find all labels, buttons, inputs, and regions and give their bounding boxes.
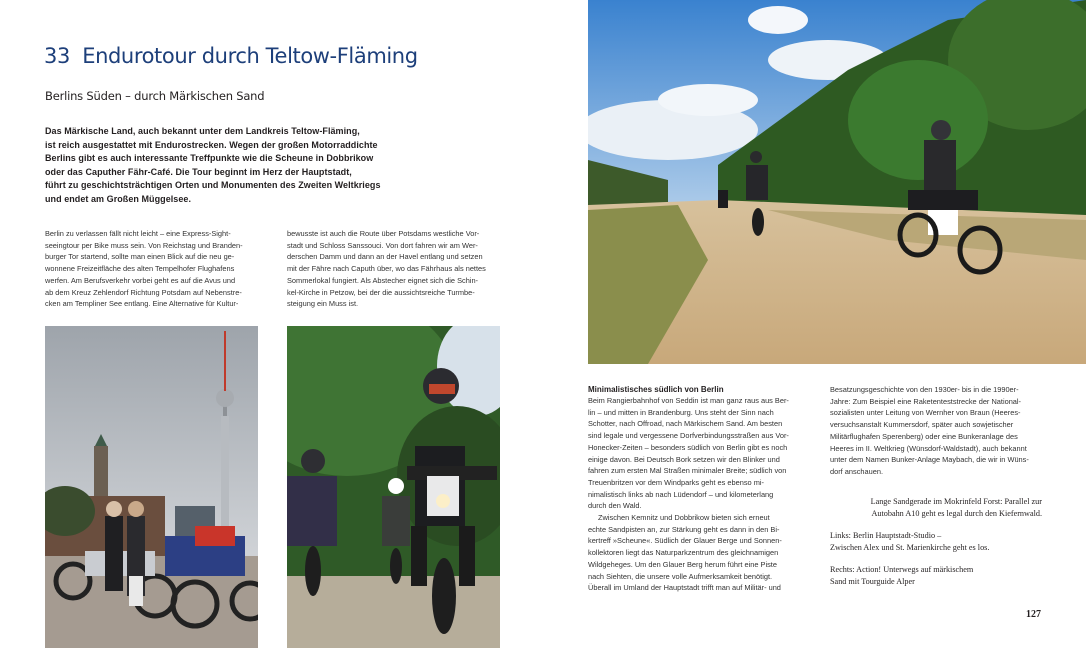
body-line: nach Siehten, die unsere volle Aufmerksamkeit benötigt. <box>588 571 773 581</box>
body-line: steigung ein Muss ist. <box>287 299 359 309</box>
body-line: sozialisten unter Leitung von Wernher von Braun (Heeres- <box>830 408 1021 418</box>
caption-sand-photo <box>871 496 1042 520</box>
caption-line: Zwischen Alex und St. Marienkirche geht es los. <box>830 543 990 552</box>
photo-berlin-tv-tower <box>45 326 258 648</box>
body-line: werfen. Am Berufsverkehr vorbei geht es auf die Avus und <box>45 275 236 285</box>
body-line: Honecker-Zeiten – besonders südlich von Berlin gibt es noch <box>588 442 788 452</box>
body-line: Heeres im II. Weltkrieg (Wünsdorf-Waldstadt), auch bekannt <box>830 443 1027 453</box>
body-line: Besatzungsgeschichte von den 1930er- bis in die 1990er- <box>830 385 1019 394</box>
body-line: Berlin zu verlassen fällt nicht leicht – eine Express-Sight- <box>45 229 231 238</box>
body-line: dorf anschauen. <box>830 466 884 476</box>
body-line: Wildgeheges. Um den Glauer Berg herum führt eine Piste <box>588 559 777 569</box>
body-line: durch den Wald. <box>588 501 642 511</box>
body-line: kertreff »Scheune«. Südlich der Glauer Berge und Sonnen- <box>588 536 782 546</box>
info-box-column <box>588 395 813 594</box>
body-line: burger Tor startend, sollte man einen Blick auf die neu ge- <box>45 252 235 262</box>
body-line: versuchsanstalt Kummersdorf, später auch sowjetischer <box>830 420 1014 430</box>
body-line: wonnene Freizeitfläche des alten Tempelhofer Flughafens <box>45 264 235 274</box>
chapter-subtitle: Berlins Süden – durch Märkischen Sand <box>45 89 265 103</box>
body-line: lin – und mitten in Brandenburg. Uns steht der Sinn nach <box>588 407 774 417</box>
body-line: fahren zum ersten Mal Straßen minimaler Breite; südlich von <box>588 466 787 476</box>
intro-line: und endet am Großen Müggelsee. <box>45 193 192 204</box>
caption-line: Lange Sandgerade im Mokrinfeld Forst: Parallel zur <box>870 497 1042 506</box>
body-line: Treuenbritzen vor dem Windparks geht es ebenso mi- <box>588 477 764 487</box>
body-line: Überall im Umland der Hauptstadt trifft man auf Militär- und <box>588 583 781 593</box>
chapter-title: Endurotour durch Teltow-Fläming <box>82 44 418 68</box>
body-line: Jahre: Zum Beispiel eine Raketenteststrecke der National- <box>830 396 1022 406</box>
body-line: bewusste ist auch die Route über Potsdams westliche Vor- <box>287 229 480 238</box>
body-line: echte Sandpisten an, zur Stärkung geht es dann in den Bi- <box>588 524 780 534</box>
intro-line: oder das Caputher Fähr-Café. Die Tour beginnt im Herz der Hauptstadt, <box>45 166 352 177</box>
intro-line: ist reich ausgestattet mit Endurostrecken. Wegen der großen Motorraddichte <box>45 139 378 150</box>
info-box-title: Minimalistisches südlich von Berlin <box>588 385 724 394</box>
page-number: 127 <box>1026 609 1041 620</box>
body-line: sind legale und vergessene Dorfverbindungsstraßen aus Vor- <box>588 431 789 441</box>
body-line: derschen Damm und dann an der Havel entlang und setzen <box>287 252 483 262</box>
caption-left-photo <box>830 530 989 554</box>
body-line: mit der Fähre nach Caputh über, wo das Fährhaus als nettes <box>287 264 486 274</box>
intro-line: führt zu geschichtsträchtigen Orten und Monumenten des Zweiten Weltkriegs <box>45 180 381 190</box>
chapter-heading <box>44 44 464 68</box>
body-line: Zwischen Kemnitz und Dobbrikow bieten sich erneut <box>598 513 770 523</box>
body-line: einige davon. Bei Deutsch Bork setzen wir den Blinker und <box>588 454 780 464</box>
body-line: unter dem Namen Bunker-Anlage Maybach, die wir in Wüns- <box>830 455 1029 465</box>
intro-paragraph <box>45 125 390 206</box>
body-line: Militärflughafen Sperenberg) oder eine Bunkeranlage des <box>830 431 1018 441</box>
body-line: kollektoren liegt das Naturparkzentrum des gleichnamigen <box>588 548 779 558</box>
caption-right-photo <box>830 564 973 588</box>
body-column-2 <box>287 228 502 310</box>
chapter-number: 33 <box>44 44 70 68</box>
intro-line: Das Märkische Land, auch bekannt unter dem Landkreis Teltow-Fläming, <box>45 126 360 136</box>
body-line: kel-Kirche in Petzow, bei der die aussichtsreiche Turmbe- <box>287 287 475 297</box>
photo-riders-in-forest <box>287 326 500 648</box>
body-line: cken am Templiner See entlang. Eine Alternative für Kultur- <box>45 299 239 309</box>
body-column-4 <box>830 384 1045 478</box>
body-line: seeingtour per Bike muss sein. Von Reichstag und Branden- <box>45 240 243 250</box>
body-line: Schotter, nach Offroad, nach Märkischem Sand. Am besten <box>588 419 783 429</box>
caption-line: Links: Berlin Hauptstadt-Studio – <box>830 531 942 540</box>
caption-line: Sand mit Tourguide Alper <box>830 577 915 586</box>
body-line: nimalistisch links ab nach Lüdendorf – und kilometerlang <box>588 489 774 499</box>
photo-sand-track <box>588 0 1086 364</box>
caption-line: Rechts: Action! Unterwegs auf märkischem <box>830 565 974 574</box>
body-line: Sommerlokal fungiert. Als Abstecher eignet sich die Schin- <box>287 275 479 285</box>
body-line: stadt und Schloss Sanssouci. Von dort fahren wir am Wer- <box>287 240 478 250</box>
body-line: Beim Rangierbahnhof von Seddin ist man ganz raus aus Ber- <box>588 396 789 405</box>
body-line: ab dem Kreuz Zehlendorf Richtung Potsdam auf Nebenstre- <box>45 287 242 297</box>
body-column-1 <box>45 228 260 310</box>
caption-line: Autobahn A10 geht es legal durch den Kiefernwald. <box>871 509 1042 518</box>
intro-line: Berlins gibt es auch interessante Treffpunkte wie die Scheune in Dobbrikow <box>45 153 374 163</box>
